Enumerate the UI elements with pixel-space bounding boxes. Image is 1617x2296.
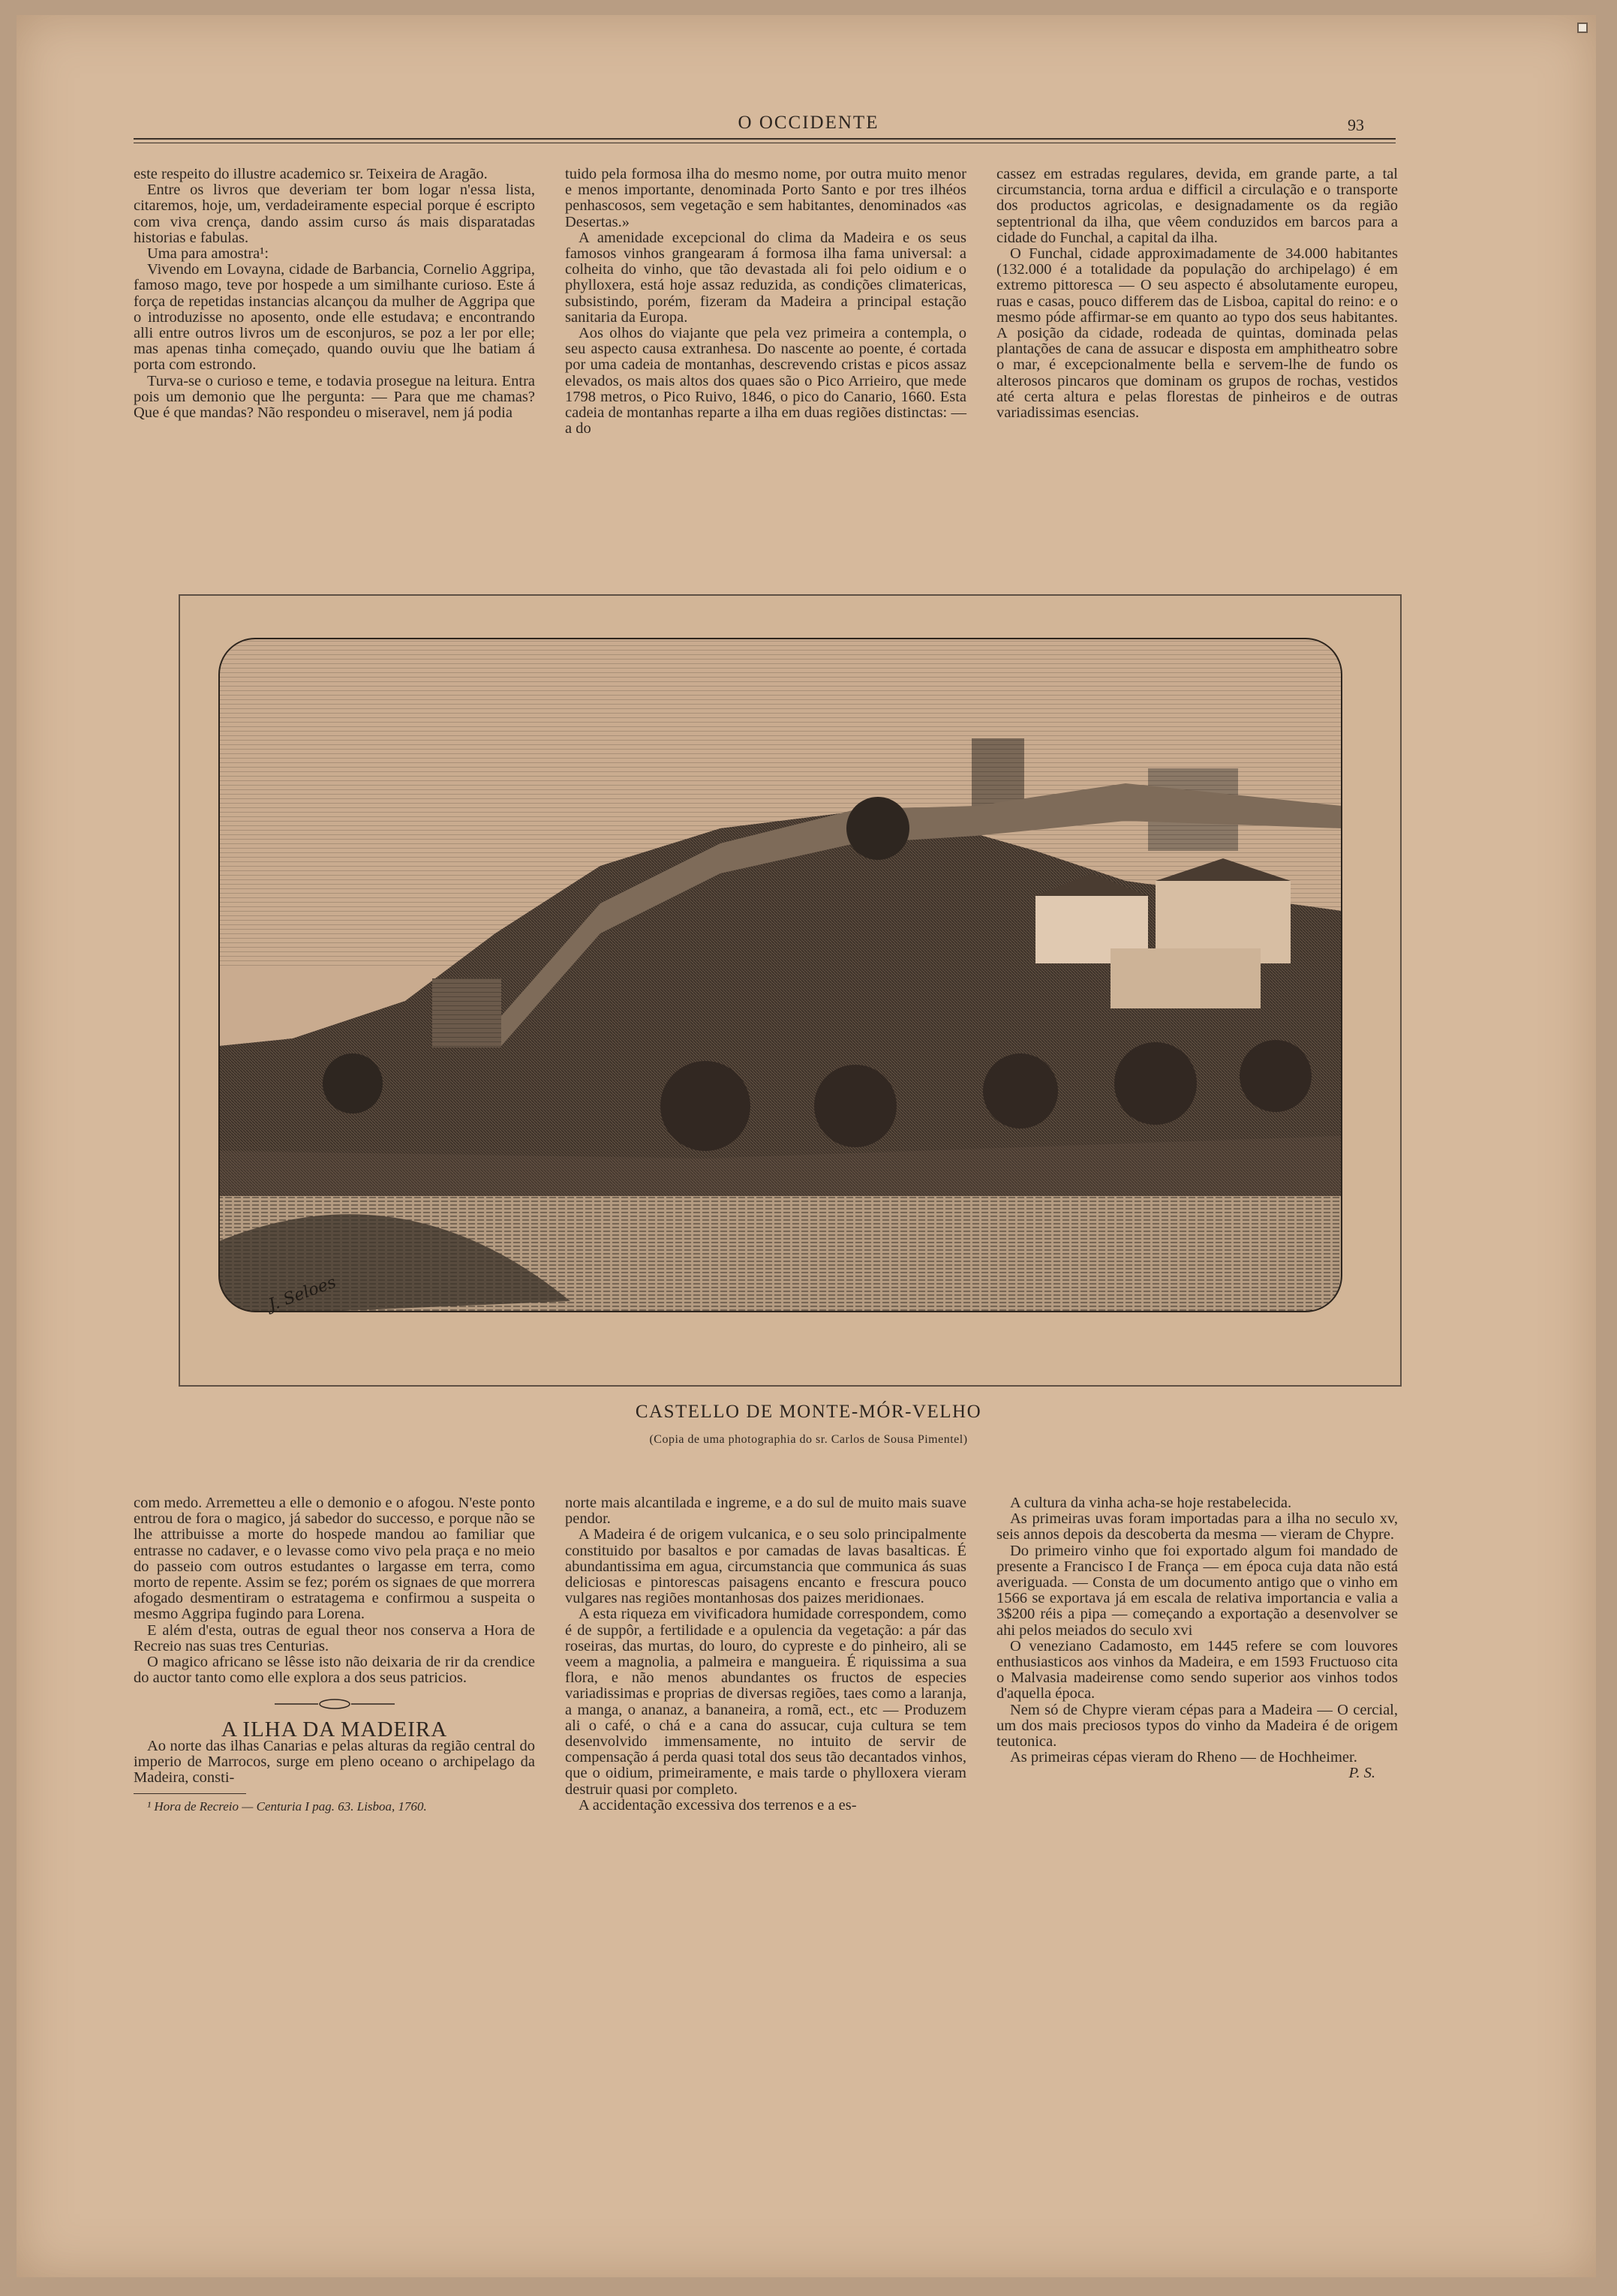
column-1-bottom <box>134 1495 535 1814</box>
paragraph: Entre os livros que deveriam ter bom logar n'essa lista, citaremos, hoje, um, verdadeiramente especial porque é escripto com viva crença, dando assim curso ás mais disparatadas historias e fabulas. <box>134 182 535 246</box>
column-3-bottom <box>996 1495 1398 1782</box>
footnote: ¹ Hora de Recreio — Centuria I pag. 63. Lisboa, 1760. <box>147 1799 427 1814</box>
paragraph: Nem só de Chypre vieram cépas para a Madeira — O cercial, um dos mais preciosos typos do vinho da Madeira é de origem teutonica. <box>996 1701 1398 1751</box>
column-1-top <box>134 167 535 421</box>
paragraph: norte mais alcantilada e ingreme, e a do sul de muito mais suave pendor. <box>565 1495 966 1528</box>
column-2-top <box>565 167 966 437</box>
paragraph: A amenidade excepcional do clima da Madeira e os seus famosos vinhos grangearam á formosa ilha fama universal: a colheita do vinho, que tão devastada ali foi pelo oidium e o phylloxera, está hoje assaz reduzida, as condições climatericas, subsistindo, porém, fizeram da Madeira a principal estação sanitaria da Europa. <box>565 229 966 326</box>
paragraph: As primeiras cépas vieram do Rheno — de Hochheimer. <box>1010 1749 1357 1766</box>
paragraph: O veneziano Cadamosto, em 1445 refere se com louvores enthusiasticos aos vinhos da Madeira, e em 1593 Fructuoso cita o Malvasia madeirense como sendo superior aos vinhos todos d'aquella época. <box>996 1637 1398 1702</box>
column-2-bottom <box>565 1495 966 1814</box>
paragraph: A accidentação excessiva dos terrenos e a es- <box>579 1796 857 1814</box>
engraver-signature: J. Seloes <box>266 1273 339 1315</box>
newspaper-title: O OCCIDENTE <box>738 113 879 133</box>
paragraph: O Funchal, cidade approximadamente de 34.000 habitantes (132.000 é a totalidade da população do archipelago) é em extremo pittoresca — O seu aspecto é absolutamente europeu, ruas e casas, pouco differem das de Lisboa, capital do reino: e o mesmo póde affirmar-se em quanto ao typo dos seus habitantes. A posição da cidade, rodeada de quintas, dominada pelas plantações de cana de assucar e disposta em amphitheatro sobre o mar, é excepcionalmente bella e servem-lhe de fundo os alterosos pincaros que dominam os grupos de rochas, vestidos até certa altura e pelas florestas de pinheiros e de outras variadissimas esencias. <box>996 245 1398 422</box>
page-number: 93 <box>1348 116 1364 134</box>
section-title: A ILHA DA MADEIRA <box>221 1717 448 1742</box>
paragraph: cassez em estradas regulares, devida, em grande parte, a tal circumstancia, torna ardua e difficil a circulação e o transporte dos productos agricolas, e designadamente os da região septentrional da ilha, que vêem conduzidos em barcos para a cidade do Funchal, a capital da ilha. <box>996 166 1398 246</box>
paragraph: Uma para amostra¹: <box>147 245 269 263</box>
paragraph: A esta riqueza em vivificadora humidade correspondem, como é de suppôr, a fertilidade e a opulencia da vegetação: a pár das roseiras, das murtas, do louro, do cypreste e do pinheiro, ali se veem a magnolia, a palmeira e mangueira. É riquissima a sua flora, e não menos abundantes os fructos de especies variadissimas e proprias de diversas regiões, taes como a laranja, a manga, o ananaz, a bananeira, a romã, ect., etc — Produzem ali o café, o chá e a cana do assucar, cuja cultura se tem desenvolvido immensamente, no intuito de servir de compensação á perda quasi total dos seus tão decantados vinhos, que o oidium, primeiramente, e mais tarde o phylloxera vieram destruir quasi por completo. <box>565 1606 966 1798</box>
paragraph: As primeiras uvas foram importadas para a ilha no seculo xv, seis annos depois da descoberta da mesma — vieram de Chypre. <box>996 1510 1398 1543</box>
scan-corner-mark <box>1577 23 1588 33</box>
paragraph: Ao norte das ilhas Canarias e pelas alturas da região central do imperio de Marrocos, surge em pleno oceano o archipelago da Madeira, consti- <box>134 1737 535 1787</box>
paragraph: Turva-se o curioso e teme, e todavia prosegue na leitura. Entra pois um demonio que lhe pergunta: — Para que me chamas? Que é que mandas? Não respondeu o miseravel, nem já podia <box>134 372 535 422</box>
illustration-caption: CASTELLO DE MONTE-MÓR-VELHO <box>635 1402 982 1422</box>
section-ornament <box>275 1696 395 1711</box>
paragraph: A cultura da vinha acha-se hoje restabelecida. <box>1010 1495 1292 1511</box>
paragraph: O magico africano se lêsse isto não deixaria de rir da crendice do auctor tanto como elle explora a dos seus patricios. <box>134 1654 535 1687</box>
castle-landscape-engraving <box>180 596 1400 1385</box>
engraving-illustration <box>179 594 1402 1387</box>
paragraph: A Madeira é de origem vulcanica, e o seu solo principalmente constituido por basaltos e por camadas de lavas basalticas. É abundantissima em agua, circumstancia que communica ás suas deliciosas e pintorescas paisagens encanto e frescura pouco vulgares nas regiões montanhosas dos paizes meridionaes. <box>565 1526 966 1607</box>
column-3-top <box>996 167 1398 421</box>
paragraph: este respeito do illustre academico sr. Teixeira de Aragão. <box>134 166 488 182</box>
illustration-credit: (Copia de uma photographia do sr. Carlos de Sousa Pimentel) <box>649 1433 968 1446</box>
author-signature: P. S. <box>1348 1765 1375 1782</box>
paragraph: Vivendo em Lovayna, cidade de Barbancia, Cornelio Aggripa, famoso mago, teve por hospede a um similhante curioso. Este á força de repetidas instancias alcançou da mulher de Aggripa que o introduzisse no aposento, onde elle estudava; e encontrando alli entre outros livros um de esconjuros, se poz a ler por elle; mas apenas tinha começado, quando ouviu que lhe batiam á porta com estrondo. <box>134 261 535 374</box>
paragraph: E além d'esta, outras de egual theor nos conserva a Hora de Recreio nas suas tres Centurias. <box>134 1621 535 1654</box>
paragraph: tuido pela formosa ilha do mesmo nome, por outra muito menor e menos importante, denominada Porto Santo e por tres ilhéos penhascosos, sem vegetação e sem habitantes, denominados «as Desertas.» <box>565 166 966 230</box>
footnote-rule <box>134 1793 246 1794</box>
header-rule <box>134 138 1396 140</box>
paragraph: Aos olhos do viajante que pela vez primeira a contempla, o seu aspecto causa extranhesa. Do nascente ao poente, é cortada por uma cadeia de montanhas, descrevendo cristas e picos assaz elevados, os mais altos dos quaes são o Pico Arrieiro, que mede 1798 metros, o Pico Ruivo, 1846, o pico do Canario, 1660. Esta cadeia de montanhas reparte a ilha em duas regiões distinctas: — a do <box>565 325 966 437</box>
paragraph: Do primeiro vinho que foi exportado algum foi mandado de presente a Francisco I de França — em época cuja data não está averiguada. — Consta de um documento antigo que o vinho em 1566 se exportava já em escala de relativa importancia e valia a 3$200 réis a pipa — começando a exportação a desenvolver se ahi pelos meiados do seculo xvi <box>996 1542 1398 1639</box>
paragraph: com medo. Arremetteu a elle o demonio e o afogou. N'este ponto entrou de fora o magico, já sabedor do successo, e porque não se lhe attribuisse a morte do hospede mandou ao familiar que entrasse no cadaver, e o levasse como vivo pela praça e no meio do passeio com outros estudantes o largasse em terra, como morto de repente. Assim se fez; porém os signaes de que morrera afogado desmentiram o estratagema e confirmou a suspeita o mesmo Aggripa fugindo para Lorena. <box>134 1495 535 1623</box>
